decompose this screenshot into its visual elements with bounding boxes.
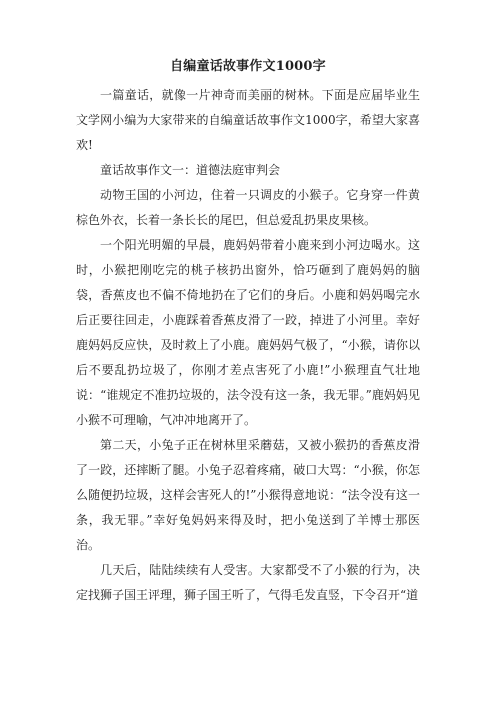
paragraph-section-heading: 童话故事作文一：道德法庭审判会: [100, 163, 281, 177]
document-page: [76, 58, 420, 608]
paragraph-rabbit-story: 第二天，小兔子正在树林里采蘑菇，又被小猴扔的香蕉皮滑了一跤，还摔断了腿。小兔子忍着疼痛，破口大骂：“小猴，你怎么随便扔垃圾，这样会害死人的!”小猴得意地说：“法令没有这一条，我无罪。”幸好兔妈妈来得及时，把小兔送到了羊博士那医治。: [76, 438, 420, 552]
paragraph-intro: 一篇童话，就像一片神奇而美丽的树林。下面是应届毕业生文学网小编为大家带来的自编童话故事作文1000字，希望大家喜欢!: [76, 88, 420, 152]
document-title: 自编童话故事作文1000字: [170, 59, 326, 74]
paragraph-lion-king: 几天后，陆陆续续有人受害。大家都受不了小猴的行为，决定找狮子国王评理，狮子国王听了，气得毛发直竖，下令召开“道: [76, 563, 420, 602]
paragraph-deer-story: 一个阳光明媚的早晨，鹿妈妈带着小鹿来到小河边喝水。这时，小猴把刚吃完的桃子核扔出窗外，恰巧砸到了鹿妈妈的脑袋，香蕉皮也不偏不倚地扔在了它们的身后。小鹿和妈妈喝完水后正要往回走，小鹿踩着香蕉皮滑了一跤，掉进了小河里。幸好鹿妈妈反应快，及时救上了小鹿。鹿妈妈气极了，“小猴，请你以后不要乱扔垃圾了，你刚才差点害死了小鹿!”小猴理直气壮地说：“谁规定不准扔垃圾的，法令没有这一条，我无罪。”鹿妈妈见小猴不可理喻，气冲冲地离开了。: [76, 238, 420, 427]
paragraph-monkey-intro: 动物王国的小河边，住着一只调皮的小猴子。它身穿一件黄棕色外衣，长着一条长长的尾巴，但总爱乱扔果皮果核。: [76, 188, 420, 227]
